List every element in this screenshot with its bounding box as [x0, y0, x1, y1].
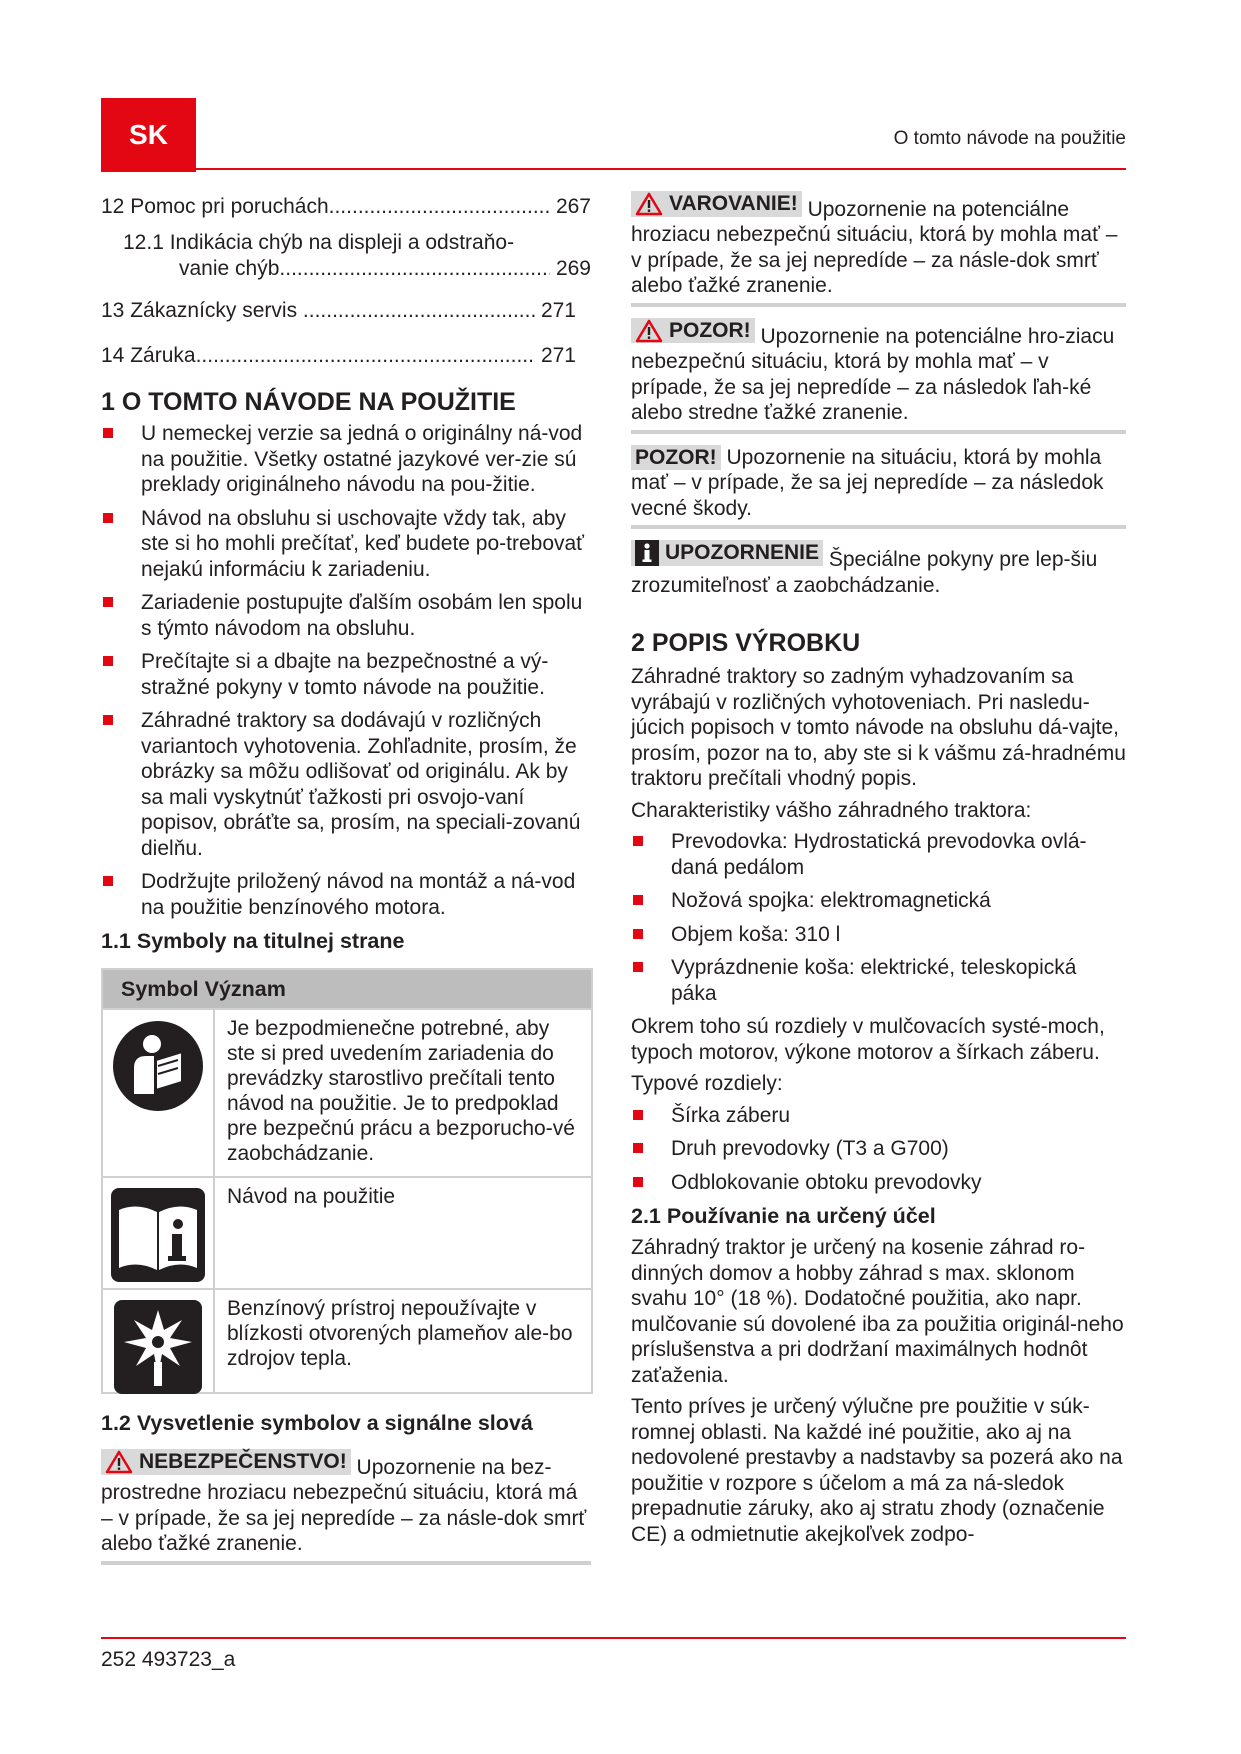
- toc-page: 271: [540, 299, 576, 322]
- signal-word: VAROVANIE!: [669, 192, 798, 215]
- note-notice: [631, 537, 1126, 602]
- toc-label: Indikácia chýb na displeji a odstraňo-: [169, 231, 515, 254]
- list-item: Zariadenie postupujte ďalším osobám len spolu s týmto návodom na obsluhu.: [101, 590, 591, 641]
- type-differences-list: [631, 1103, 1126, 1196]
- toc-label: vanie chýb: [179, 257, 280, 280]
- paragraph: Okrem toho sú rozdiely v mulčovacích systé-moch, typoch motorov, výkone motorov a šírkach záberu.: [631, 1015, 1105, 1064]
- footer-page-number: 252 493723_a: [101, 1648, 236, 1671]
- list-item: Nožová spojka: elektromagnetická: [631, 888, 1126, 914]
- warning-notice: [631, 188, 1126, 307]
- toc-number: 12.1: [123, 231, 164, 254]
- left-column: [101, 190, 591, 1565]
- characteristics-list: [631, 829, 1126, 1006]
- toc-number: 12: [101, 195, 125, 218]
- notice-text: Upozornenie na potenciálne hroziacu nebezpečnú situáciu, ktorá by mohla mať – v prípade, že sa jej nepredíde – za násle-dok smrť alebo ťažké zranenie.: [631, 197, 1118, 298]
- toc-page: 271: [540, 344, 576, 367]
- section-2-heading: 2 POPIS VÝROBKU: [631, 629, 861, 657]
- header-rule: [101, 168, 1126, 170]
- paragraph: Záhradný traktor je určený na kosenie záhrad ro-dinných domov a hobby záhrad s max. sklonom svahu 10° (18 %). Dodatočné použitia, ako napr. mulčovanie sú dovolené iba za použitia originál-neho príslušenstva a pri dodržaní maximálnych hodnôt zaťaženia.: [631, 1236, 1124, 1387]
- section-1-2-heading: 1.2 Vysvetlenie symbolov a signálne slová: [101, 1411, 533, 1435]
- section-2-1-heading: 2.1 Používanie na určený účel: [631, 1204, 936, 1228]
- notice-text: Upozornenie na situáciu, ktorá by mohla mať – v prípade, že sa jej nepredíde – za následok vecné škody.: [631, 445, 1104, 520]
- toc-label: Pomoc pri poruchách: [130, 195, 329, 218]
- info-icon: [635, 540, 659, 566]
- right-column: [631, 188, 1126, 1547]
- signal-word: POZOR!: [669, 318, 751, 342]
- notice-text: Upozornenie na bez-prostredne hroziacu nebezpečnú situáciu, ktorá má – v prípade, že sa jej nepredíde – za násle-dok smrť alebo ťažké zranenie.: [101, 1455, 587, 1556]
- table-row: [103, 1288, 591, 1392]
- toc-label: Zákaznícky servis: [130, 299, 298, 322]
- toc-entry[interactable]: [101, 298, 576, 324]
- caution-notice: [631, 315, 1126, 434]
- symbol-table: [101, 968, 593, 1394]
- toc-entry[interactable]: [101, 230, 591, 282]
- symbol-meaning: Je bezpodmienečne potrebné, aby ste si pred uvedením zariadenia do prevádzky starostlivo prečítali tento návod na použitie. Je to predpoklad pre bezpečnú prácu a bezporucho-vé zaobchádzanie.: [227, 1017, 575, 1165]
- signal-word: UPOZORNENIE: [665, 541, 820, 565]
- table-row: [103, 1008, 591, 1176]
- toc-entry[interactable]: [101, 343, 576, 369]
- list-item: Šírka záberu: [631, 1103, 1126, 1129]
- danger-notice: [101, 1446, 591, 1565]
- symbol-meaning: Návod na použitie: [227, 1185, 396, 1208]
- notice-text: Špeciálne pokyny pre lep-šiu zrozumiteľnosť a zaobchádzanie.: [631, 548, 1098, 597]
- section-1-heading: 1 O TOMTO NÁVODE NA POUŽITIE: [101, 388, 516, 416]
- list-item: Dodržujte priložený návod na montáž a ná-vod na použitie benzínového motora.: [101, 869, 591, 920]
- list-item: Záhradné traktory sa dodávajú v rozličných variantoch vyhotovenia. Zohľadnite, prosím, že obrázky sa môžu odlišovať od originálu. Ak by sa mali vyskytnúť ťažkosti pri osvojo-vaní popisov, obráťte sa, prosím, na speciali-zovanú dielňu.: [101, 708, 591, 861]
- list-item: Objem koša: 310 l: [631, 922, 1126, 948]
- paragraph: Charakteristiky vášho záhradného traktora:: [631, 798, 1032, 822]
- list-item: Prevodovka: Hydrostatická prevodovka ovlá-daná pedálom: [631, 829, 1126, 880]
- toc-entry[interactable]: [101, 194, 591, 220]
- toc-label: Záruka: [130, 344, 196, 367]
- no-open-flame-icon: [114, 1300, 202, 1394]
- toc-page: 267: [555, 195, 591, 218]
- section-1-1-heading: 1.1 Symboly na titulnej strane: [101, 929, 405, 953]
- footer-rule: [101, 1637, 1126, 1639]
- language-badge: SK: [101, 98, 196, 172]
- read-manual-icon: [112, 1020, 204, 1112]
- warning-triangle-icon: [105, 1450, 133, 1474]
- list-item: Prečítajte si a dbajte na bezpečnostné a vý-stražné pokyny v tomto návode na použitie.: [101, 649, 591, 700]
- notice-text: Upozornenie na potenciálne hro-ziacu nebezpečnú situáciu, ktorá by mohla mať – v prípade, že sa jej nepredíde – za následok ľah-ké alebo stredne ťažké zranenie.: [631, 324, 1115, 424]
- table-of-contents: [101, 194, 591, 369]
- property-damage-notice: [631, 442, 1126, 530]
- paragraph: Záhradné traktory so zadným vyhadzovaním sa vyrábajú v rozličných vyhotoveniach. Pri nasledu-júcich popisoch v tomto návode na obsluhu dá-vajte, prosím, pozor na to, aby ste si k vášmu zá-hradnému traktoru prečítali vhodný popis.: [631, 665, 1126, 790]
- section-1-list: [101, 421, 591, 920]
- paragraph: Typové rozdiely:: [631, 1072, 783, 1095]
- warning-triangle-icon: [635, 319, 663, 343]
- list-item: Druh prevodovky (T3 a G700): [631, 1136, 1126, 1162]
- list-item: Odblokovanie obtoku prevodovky: [631, 1170, 1126, 1196]
- paragraph: Tento príves je určený výlučne pre použitie v súk-romnej oblasti. Na každé iné použitie, ako aj na nedovolené prestavby a nadstavby sa pozerá ako na použitie v rozpore s účelom a má za ná-sledok prepadnutie záruky, ako aj stratu zhody (označenie CE) a odmietnutie akejkoľvek zodpo-: [631, 1395, 1123, 1546]
- symbol-table-header: Symbol Význam: [103, 970, 591, 1008]
- list-item: Vyprázdnenie koša: elektrické, teleskopická páka: [631, 955, 1126, 1006]
- list-item: Návod na obsluhu si uschovajte vždy tak, aby ste si ho mohli prečítať, keď budete po-trebovať nejakú informáciu k zariadeniu.: [101, 506, 591, 583]
- table-row: [103, 1176, 591, 1288]
- signal-word: POZOR!: [631, 445, 721, 471]
- running-header-title: O tomto návode na použitie: [893, 128, 1126, 149]
- list-item: U nemeckej verzie sa jedná o originálny ná-vod na použitie. Všetky ostatné jazykové ver-zie sú preklady originálneho návodu na pou-žitie.: [101, 421, 591, 498]
- toc-number: 14: [101, 344, 125, 367]
- signal-word: NEBEZPEČENSTVO!: [139, 1450, 347, 1473]
- toc-page: 269: [555, 257, 591, 280]
- manual-info-icon: [111, 1188, 205, 1282]
- toc-number: 13: [101, 299, 125, 322]
- warning-triangle-icon: [635, 192, 663, 216]
- symbol-meaning: Benzínový prístroj nepoužívajte v blízkosti otvorených plameňov ale-bo zdrojov tepla.: [227, 1297, 573, 1370]
